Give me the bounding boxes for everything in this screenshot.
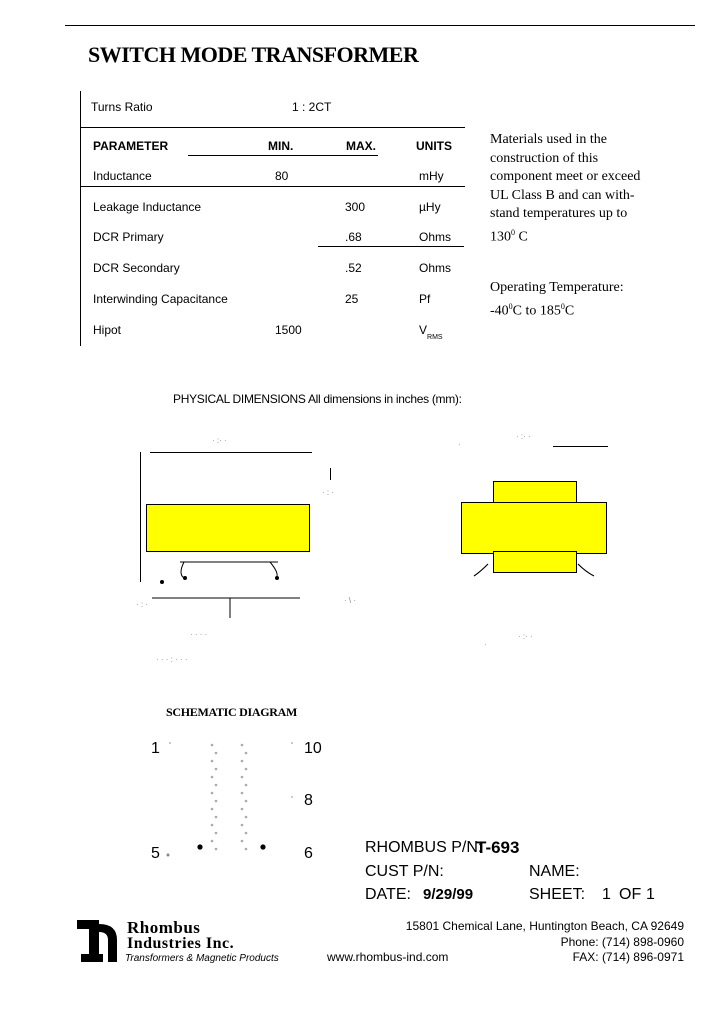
logo-foot [81, 954, 103, 962]
spec-min: 1500 [275, 323, 302, 337]
faint-dim-mark: · :· · [516, 432, 531, 441]
pin-label-5: 5 [151, 845, 160, 862]
company-phone: Phone: (714) 898-0960 [560, 935, 684, 949]
date-label: DATE: [365, 886, 411, 903]
schematic-coils-svg [160, 735, 310, 865]
spec-param: Interwinding Capacitance [93, 292, 228, 306]
header-units: UNITS [416, 139, 452, 153]
pin1-lead [169, 742, 171, 744]
spec-row-dcr-secondary [93, 261, 473, 281]
pin10-lead [291, 742, 293, 744]
op-high-unit: C [564, 303, 575, 319]
pin-right [578, 564, 594, 576]
sheet-label: SHEET: [529, 886, 586, 903]
materials-line: stand temperatures up to [490, 206, 628, 221]
op-low: -40 [490, 303, 509, 319]
spec-max: .68 [345, 230, 362, 244]
pin-label-6: 6 [304, 845, 313, 862]
dim-line [553, 446, 608, 447]
faint-dim-mark: · :· · [212, 436, 227, 445]
spec-units: µHy [419, 200, 441, 214]
pin-left [474, 564, 488, 576]
date-value: 9/29/99 [423, 886, 474, 903]
op-high-sup: 0 [560, 301, 565, 311]
op-high: 185 [539, 303, 561, 319]
top-rule [65, 25, 695, 26]
turns-ratio-value: 1 : 2CT [292, 100, 332, 114]
pin-left [181, 562, 184, 578]
spec-min: 80 [275, 169, 289, 183]
units-sub: RMS [427, 334, 443, 341]
physical-label: PHYSICAL DIMENSIONS [173, 392, 306, 406]
secondary-winding [241, 744, 248, 851]
spec-row-dcr-primary [93, 230, 473, 250]
spec-row-interwinding [93, 292, 473, 312]
pin-label-10: 10 [304, 740, 322, 757]
primary-winding [211, 744, 218, 851]
faint-dim-mark: · : · [136, 600, 148, 609]
company-name-2: Industries Inc. [127, 935, 235, 952]
company-website[interactable]: www.rhombus-ind.com [327, 950, 449, 964]
pin-label-8: 8 [304, 792, 313, 809]
spec-max: 25 [345, 292, 359, 306]
header-max: MAX. [346, 139, 376, 153]
row-divider [318, 246, 464, 247]
physical-dimensions-heading [173, 392, 462, 406]
logo-leg [108, 940, 117, 962]
schematic-heading: SCHEMATIC DIAGRAM [166, 705, 298, 719]
op-low-unit: C to [512, 303, 540, 319]
operating-note [490, 279, 690, 321]
page-title: SWITCH MODE TRANSFORMER [88, 42, 419, 67]
materials-line: Materials used in the [490, 132, 608, 147]
faint-dim-mark: · · · · [190, 630, 208, 639]
header-min: MIN. [268, 139, 294, 153]
phase-dot-primary [197, 844, 202, 849]
faint-dim-mark: · : · [322, 488, 334, 497]
materials-line: UL Class B and can with- [490, 187, 635, 203]
company-name-1: Rhombus [127, 918, 201, 937]
spec-row-leakage [93, 200, 473, 220]
faint-dim-mark: · · · : · · · [156, 655, 188, 664]
faint-dim-mark: · [458, 440, 461, 449]
header-underline [188, 155, 378, 156]
spec-units: mHy [419, 169, 444, 183]
turns-ratio-label: Turns Ratio [91, 100, 153, 114]
company-tagline: Transformers & Magnetic Products [125, 953, 279, 964]
dim-line [150, 452, 312, 453]
spec-units [419, 323, 443, 341]
of-value: 1 [646, 886, 655, 903]
of-label: OF [619, 886, 642, 903]
pin-end [275, 576, 279, 580]
operating-label: Operating Temperature: [490, 280, 624, 295]
faint-dim-mark: · [484, 640, 487, 649]
op-low-sup: 0 [508, 301, 513, 311]
front-pins-svg [140, 550, 320, 620]
materials-temp [490, 224, 690, 247]
rhombus-logo-icon [77, 918, 121, 964]
name-label: NAME: [529, 863, 580, 880]
pin-end [183, 576, 187, 580]
sheet-value: 1 [602, 886, 611, 903]
temp-unit: C [515, 229, 528, 245]
core-front [146, 504, 310, 552]
pin-right [270, 562, 277, 578]
faint-dim-mark: · :· · [518, 632, 533, 641]
pin5-lead [167, 854, 170, 857]
pin-label-1: 1 [151, 740, 160, 757]
materials-line: component meet or exceed [490, 169, 641, 184]
company-address: 15801 Chemical Lane, Huntington Beach, CA 92649 [405, 919, 684, 933]
spec-row-hipot [93, 323, 473, 343]
operating-range [490, 298, 690, 321]
spec-left-border [80, 91, 81, 346]
spec-units: Ohms [419, 230, 452, 244]
rhombus-pn-value: T-693 [476, 838, 520, 857]
side-pins-svg [470, 560, 600, 590]
cust-pn-label: CUST P/N: [365, 863, 444, 880]
spec-max: 300 [345, 200, 366, 214]
faint-dim-mark: · \ · [344, 596, 356, 605]
pin-one-dot [160, 580, 164, 584]
core-side [461, 502, 607, 554]
spec-max: .52 [345, 261, 362, 275]
pin8-lead [291, 796, 293, 798]
spec-param: Hipot [93, 323, 122, 337]
materials-note [490, 131, 690, 247]
physical-note: All dimensions in inches (mm): [307, 392, 462, 406]
dim-line [330, 468, 331, 480]
header-parameter: PARAMETER [93, 139, 169, 153]
spec-top-rule [80, 127, 465, 128]
temp-sup: 0 [511, 227, 515, 237]
row-divider [80, 186, 465, 187]
rhombus-pn-label: RHOMBUS P/N: [365, 839, 483, 856]
spec-units: Pf [419, 292, 431, 306]
spec-param: DCR Primary [93, 230, 164, 244]
materials-line: construction of this [490, 150, 599, 166]
spec-param: Leakage Inductance [93, 200, 202, 214]
logo-arc [99, 924, 117, 940]
spec-param: Inductance [93, 169, 152, 183]
spec-units: Ohms [419, 261, 452, 275]
company-fax: FAX: (714) 896-0971 [572, 950, 684, 964]
spec-param: DCR Secondary [93, 261, 180, 275]
phase-dot-secondary [260, 844, 265, 849]
temp-value: 130 [490, 229, 511, 245]
units-v: V [419, 323, 428, 337]
